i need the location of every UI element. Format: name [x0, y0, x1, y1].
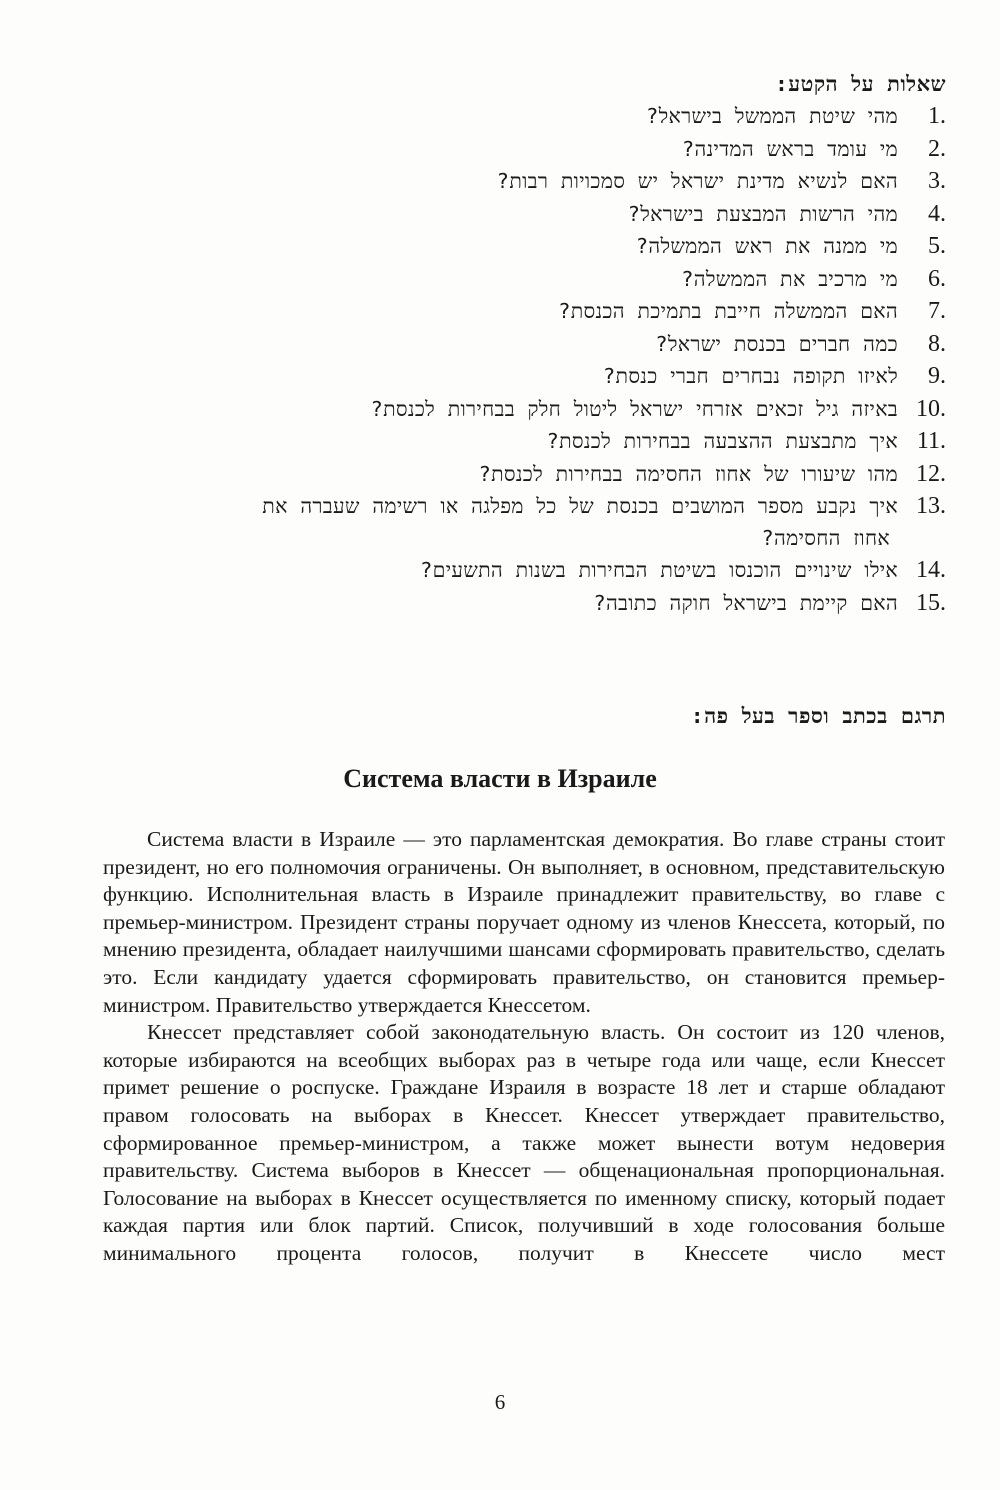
question-number: 7.	[928, 298, 946, 324]
question-number: 10.	[916, 395, 946, 422]
question-item	[86, 230, 946, 263]
question-item	[86, 328, 946, 361]
question-number: 5.	[928, 233, 946, 259]
question-text: אילו שינויים הוכנסו בשיטת הבחירות בשנות התשעים?	[419, 558, 898, 582]
questions-heading: שאלות על הקטע:	[775, 72, 946, 96]
article-title: Система власти в Израиле	[343, 764, 657, 793]
question-item	[86, 458, 946, 491]
question-text: מהי הרשות המבצעת בישראל?	[627, 201, 898, 226]
question-item	[86, 263, 946, 296]
question-text: מי מרכיב את הממשלה?	[681, 266, 898, 291]
page-number: 6	[494, 1390, 506, 1414]
question-number: 2.	[928, 135, 946, 162]
question-text-continuation: אחוז החסימה?	[761, 526, 890, 550]
question-text: מהי שיטת הממשל בישראל?	[646, 104, 898, 128]
question-number: 11.	[916, 428, 946, 454]
question-item	[86, 360, 946, 393]
article-body	[103, 826, 945, 1268]
question-text-multiline	[86, 490, 898, 554]
question-text: האם קיימת בישראל חוקה כתובה?	[593, 590, 898, 615]
question-number: 9.	[928, 363, 946, 389]
question-text: מי ממנה את ראש הממשלה?	[635, 234, 898, 258]
question-number: 13.	[916, 493, 946, 519]
question-item	[86, 490, 946, 554]
question-text: האם הממשלה חייבת בתמיכת הכנסת?	[558, 299, 898, 323]
question-text: האם לנשיא מדינת ישראל יש סמכויות רבות?	[496, 169, 898, 193]
article-paragraph: Кнессет представляет собой законодательную власть. Он состоит из 120 членов, которые избираются на всеобщих выборах раз в четыре года или чаще, если Кнессет примет решение о роспуске. Граждане Израиля в возрасте 18 лет и старше обладают правом голосовать на выборах в Кнессет. Кнессет утверждает правительство, сформированное премьер-министром, а также может вынести вотум недоверия правительству. Система выборов в Кнессет — общенациональная пропорциональная. Голосование на выборах в Кнессет осуществляется по именному списку, который подает каждая партия или блок партий. Список, получивший в ходе голосования больше минимального процента голосов, получит в Кнессете число мест	[103, 1020, 945, 1265]
question-text: כמה חברים בכנסת ישראל?	[655, 331, 898, 356]
question-item	[86, 587, 946, 620]
question-number: 6.	[928, 265, 946, 292]
question-item	[86, 554, 946, 587]
question-item	[86, 393, 946, 426]
question-number: 3.	[928, 168, 946, 194]
question-number: 14.	[916, 557, 946, 583]
question-item	[86, 295, 946, 328]
question-number: 12.	[916, 460, 946, 487]
question-number: 1.	[928, 103, 946, 129]
question-number: 8.	[928, 330, 946, 357]
article-paragraph: Система власти в Израиле — это парламентская демократия. Во главе страны стоит президент, но его полномочия ограничены. Он выполняет, в основном, представительскую функцию. Исполнительная власть в Израиле принадлежит правительству, во главе с премьер-министром. Президент страны поручает одному из членов Кнессета, который, по мнению президента, обладает наилучшими шансами сформировать правительство, сделать это. Если кандидату удается сформировать правительство, он становится премьер-министром. Правительство утверждается Кнессетом.	[103, 827, 945, 1017]
question-number: 15.	[916, 589, 946, 616]
question-text: מי עומד בראש המדינה?	[681, 136, 898, 161]
question-text: איך מתבצעת ההצבעה בבחירות לכנסת?	[546, 429, 898, 453]
question-item	[86, 133, 946, 166]
question-item	[86, 100, 946, 133]
question-text: מהו שיעורו של אחוז החסימה בבחירות לכנסת?	[478, 461, 898, 486]
question-item	[86, 425, 946, 458]
translate-heading: תרגם בכתב וספר בעל פה:	[690, 704, 946, 728]
question-text: איך נקבע מספר המושבים בכנסת של כל מפלגה או רשימה שעברה את	[262, 494, 898, 518]
question-text: לאיזו תקופה נבחרים חברי כנסת?	[602, 364, 898, 388]
question-number: 4.	[928, 200, 946, 227]
question-item	[86, 165, 946, 198]
question-text: באיזה גיל זכאים אזרחי ישראל ליטול חלק בבחירות לכנסת?	[370, 396, 898, 421]
question-item	[86, 198, 946, 231]
questions-list	[86, 100, 946, 619]
